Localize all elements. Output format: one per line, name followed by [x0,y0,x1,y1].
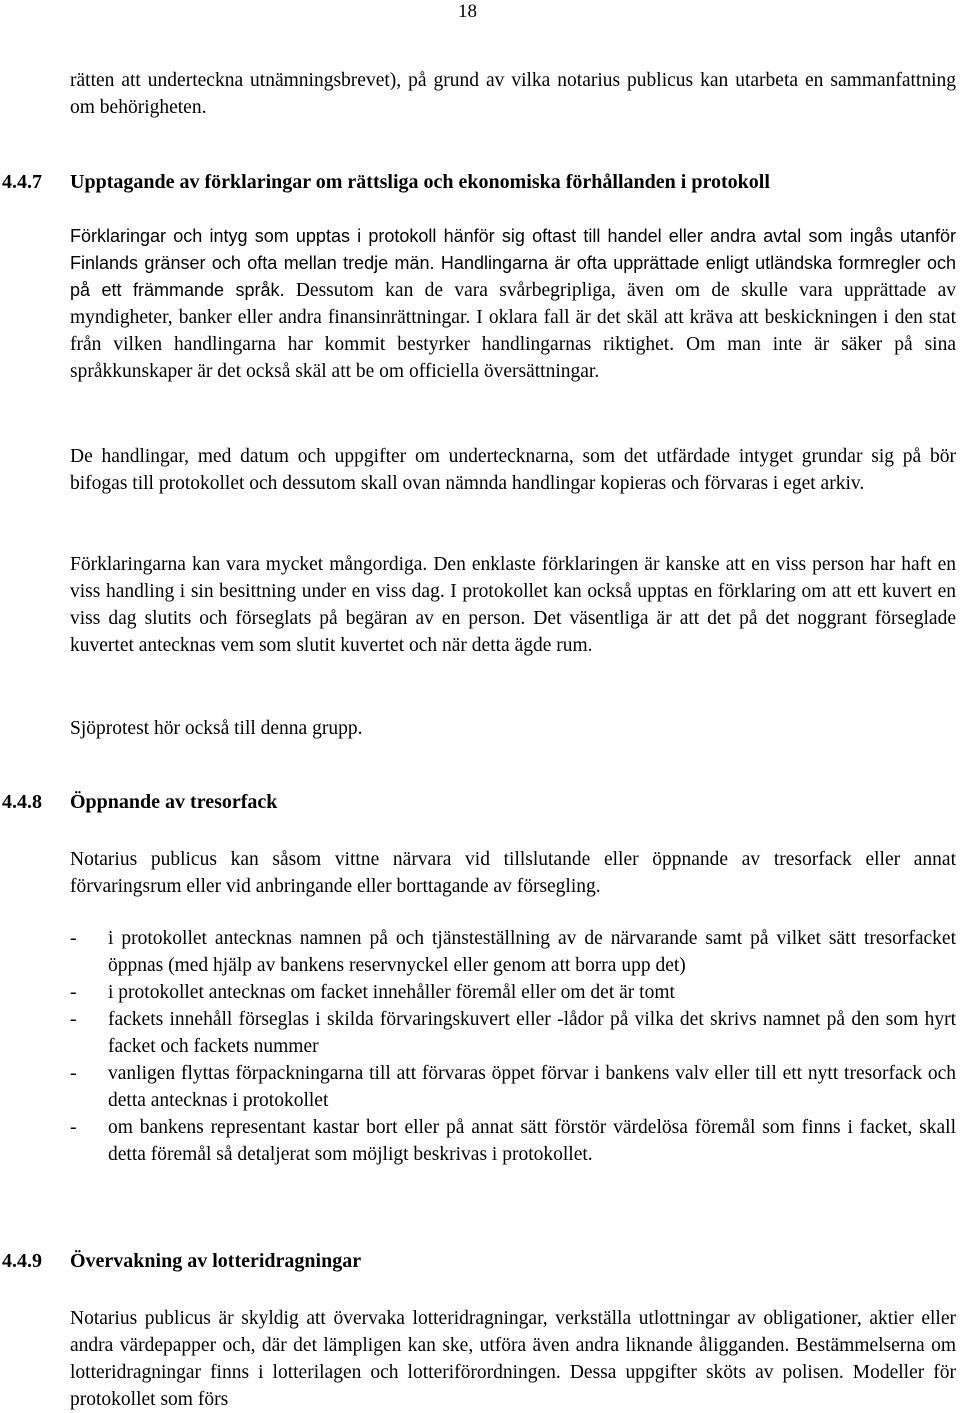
section-4-4-9-paragraph-1: Notarius publicus är skyldig att övervaka lotteridragningar, verkställa utlottningar av obligationer, aktier eller andra värdepapper och, där det lämpligen kan ske, utföra även andra liknande åligganden. Bestämmelserna om lotteridragningar finns i lotterilagen och lotteriförordningen. Dessa uppgifter sköts av polisen. Modeller för protokollet som förs [70,1308,956,1410]
list-item [70,1006,956,1060]
list-item [70,925,956,979]
section-4-4-8-paragraph-1: Notarius publicus kan såsom vittne närvara vid tillslutande eller öppnande av tresorfack eller annat förvaringsrum eller vid anbringande eller borttagande av försegling. [70,849,956,897]
list-item-text: fackets innehåll förseglas i skilda förvaringskuvert eller -lådor på vilka det skrivs namnet på den som hyrt facket och fackets nummer [108,1009,956,1057]
list-item [70,979,956,1006]
section-number: 4.4.8 [2,791,42,813]
list-item-text: i protokollet antecknas om facket innehåller föremål eller om det är tomt [108,982,675,1003]
bullet-dash: - [70,1117,77,1138]
section-4-4-7-paragraph-3: Förklaringarna kan vara mycket mångordiga. Den enklaste förklaringen är kanske att en viss person har haft en viss handling i sin besittning under en viss dag. I protokollet kan också upptas en förklaring om att ett kuvert en viss dag slutits och förseglats på begäran av en person. Det väsentliga är att det på det noggrant förseglade kuvertet antecknas vem som slutit kuvertet och när detta ägde rum. [70,554,956,656]
section-number: 4.4.7 [2,171,42,193]
section-heading-4-4-8 [2,789,956,816]
bullet-dash: - [70,928,77,949]
page-number: 18 [458,1,477,22]
section-heading-4-4-9 [2,1248,956,1275]
section-4-4-7-paragraph-2: De handlingar, med datum och uppgifter om undertecknarna, som det utfärdade intyget grundar sig på bör bifogas till protokollet och dessutom skall ovan nämnda handlingar kopieras och förvaras i eget arkiv. [70,446,956,494]
paragraph-part-serif: Dessutom kan de vara svårbegripliga, även om de skulle vara upprättade av myndigheter, banker eller andra finansinrättningar. I oklara fall är det skäl att kräva att beskickningen i den stat från vilken handlingarna har kommit bestyrker handlingarnas riktighet. Om man inte är säker på sina språkkunskaper är det också skäl att be om officiella översättningar. [70,280,957,382]
section-4-4-7-paragraph-1 [70,223,956,385]
section-title: Öppnande av tresorfack [70,791,278,813]
bullet-dash: - [70,1009,77,1030]
section-heading-4-4-7 [2,169,956,196]
list-item [70,1114,956,1168]
section-number: 4.4.9 [2,1250,42,1272]
bullet-dash: - [70,1063,77,1084]
section-title: Upptagande av förklaringar om rättsliga och ekonomiska förhållanden i protokoll [70,171,770,193]
bullet-dash: - [70,982,77,1003]
section-4-4-8-list [70,925,956,1168]
list-item-text: i protokollet antecknas namnen på och tjänsteställning av de närvarande samt på vilket sätt tresorfacket öppnas (med hjälp av bankens reservnyckel eller genom att borra upp det) [108,928,956,976]
section-4-4-7-paragraph-4: Sjöprotest hör också till denna grupp. [70,718,363,739]
paragraph-part-sans: Förklaringar och intyg som upptas i protokoll hänför sig oftast till handel eller andra avtal som ingås utanför Finlands gränser och ofta mellan tredje män. Handlingarna är ofta upprättade enligt utländska formregler och på ett främmande språk. [70,226,956,300]
list-item [70,1060,956,1114]
intro-paragraph: rätten att underteckna utnämningsbrevet), på grund av vilka notarius publicus kan utarbeta en sammanfattning om behörigheten. [70,70,956,118]
section-title: Övervakning av lotteridragningar [70,1250,362,1272]
list-item-text: vanligen flyttas förpackningarna till att förvaras öppet förvar i bankens valv eller till ett nytt tresorfack och detta antecknas i protokollet [108,1063,956,1111]
list-item-text: om bankens representant kastar bort eller på annat sätt förstör värdelösa föremål som finns i facket, skall detta föremål så detaljerat som möjligt beskrivas i protokollet. [108,1117,956,1165]
